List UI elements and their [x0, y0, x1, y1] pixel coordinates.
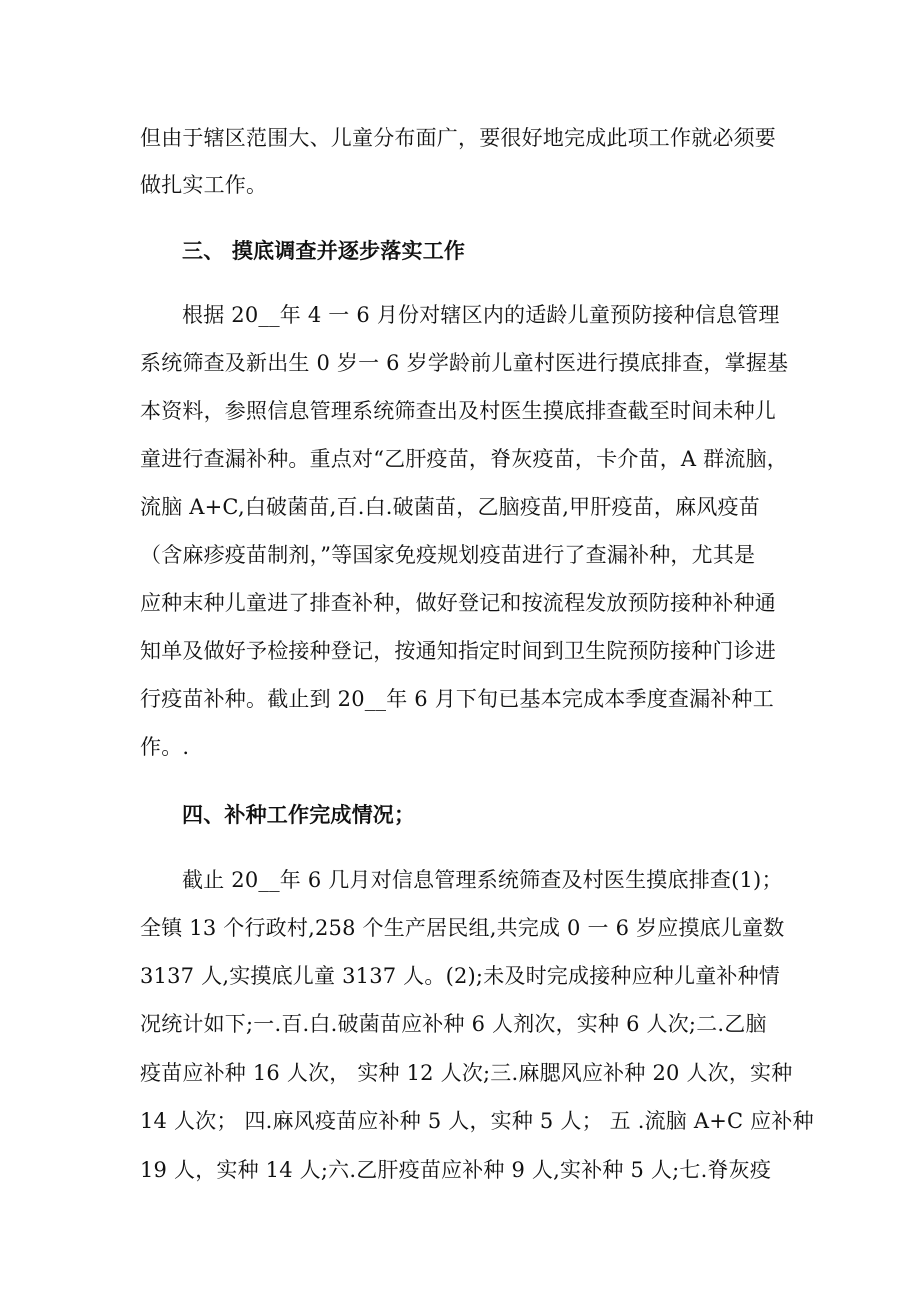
- paragraph-line: 系统筛查及新出生 0 岁一 6 岁学龄前儿童村医进行摸底排查，掌握基: [140, 351, 789, 375]
- paragraph-line: 行疫苗补种。截止到 20__年 6 月下旬已基本完成本季度查漏补种工: [140, 687, 774, 711]
- paragraph-line: 全镇 13 个行政村,258 个生产居民组,共完成 0 一 6 岁应摸底儿童数: [140, 916, 785, 940]
- paragraph-line: 14 人次； 四.麻风疫苗应补种 5 人，实种 5 人； 五 .流脑 A+C 应补种: [140, 1109, 814, 1133]
- paragraph-line: 知单及做好予检接种登记，按通知指定时间到卫生院预防接种门诊进: [140, 639, 776, 663]
- paragraph-line: 童进行查漏补种。重点对“乙肝疫苗，脊灰疫苗，卡介苗，A 群流脑，: [140, 447, 788, 471]
- paragraph-line: 况统计如下;一.百.白.破菌苗应补种 6 人剂次，实种 6 人次;二.乙脑: [140, 1012, 767, 1036]
- paragraph-line: 作。.: [140, 735, 190, 759]
- paragraph-line: 截止 20__年 6 几月对信息管理系统筛查及村医生摸底排查(1)；: [182, 868, 783, 892]
- paragraph-line: 根据 20__年 4 一 6 月份对辖区内的适龄儿童预防接种信息管理: [182, 303, 780, 327]
- paragraph-line: 应种末种儿童进了排查补种，做好登记和按流程发放预防接种补种通: [140, 591, 776, 615]
- section-heading-3: 三、 摸底调查并逐步落实工作: [182, 238, 466, 263]
- paragraph-line: 3137 人,实摸底儿童 3137 人。(2);未及时完成接种应种儿童补种情: [140, 964, 781, 988]
- paragraph-line: 流脑 A+C,白破菌苗,百.白.破菌苗，乙脑疫苗,甲肝疫苗，麻风疫苗: [140, 495, 760, 519]
- paragraph-line: 本资料，参照信息管理系统筛查出及村医生摸底排查截至时间未种儿: [140, 399, 776, 423]
- paragraph-line: 疫苗应补种 16 人次， 实种 12 人次;三.麻腮风应补种 20 人次，实种: [140, 1061, 793, 1085]
- paragraph-line: 19 人，实种 14 人;六.乙肝疫苗应补种 9 人,实补种 5 人;七.脊灰疫: [140, 1158, 772, 1182]
- paragraph-line: 做扎实工作。: [140, 173, 268, 197]
- paragraph-line: 但由于辖区范围大、儿童分布面广，要很好地完成此项工作就必须要: [140, 126, 776, 150]
- section-heading-4: 四、补种工作完成情况；: [182, 802, 416, 827]
- paragraph-line: （含麻疹疫苗制剂，”等国家免疫规划疫苗进行了查漏补种，尤其是: [140, 543, 756, 567]
